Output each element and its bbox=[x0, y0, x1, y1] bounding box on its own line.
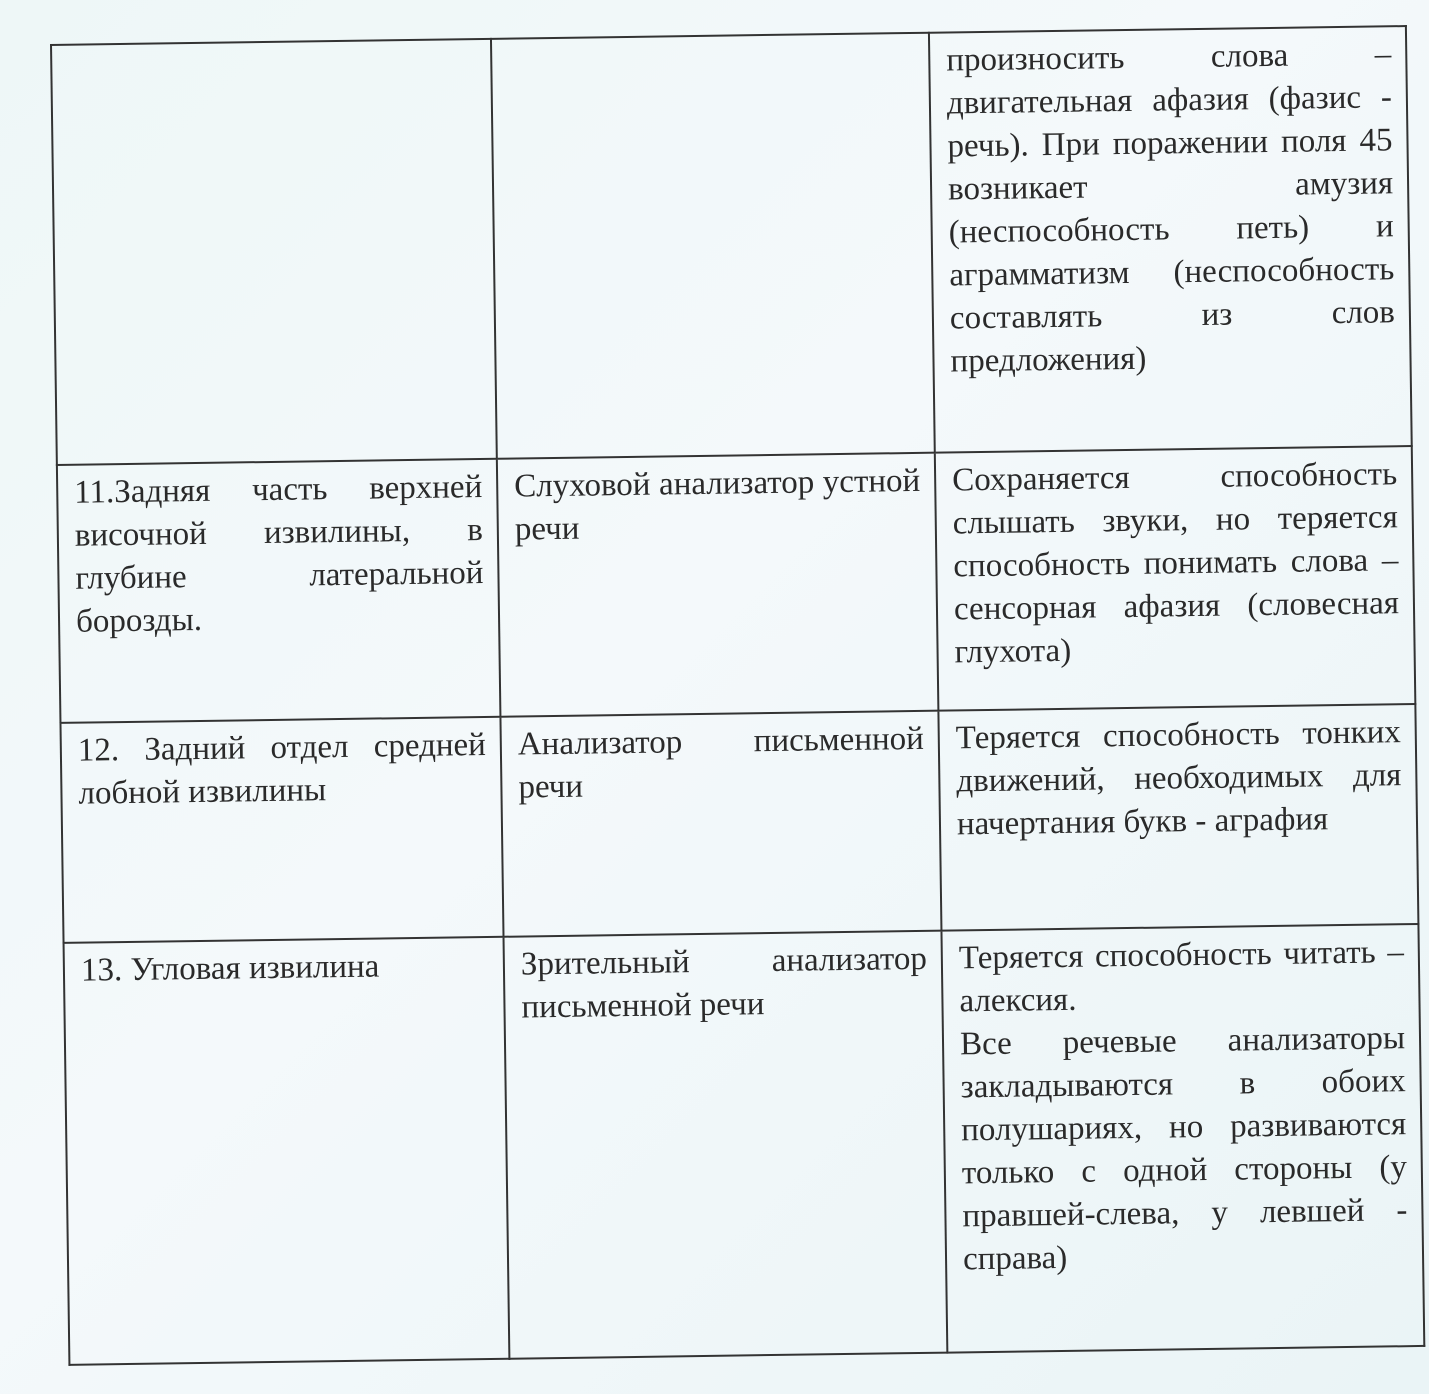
zone-cell bbox=[51, 39, 497, 465]
effect-cell bbox=[938, 704, 1418, 931]
zone-text: 13. Угловая извилина bbox=[80, 948, 380, 989]
analyzer-cell bbox=[504, 931, 948, 1359]
table-row bbox=[64, 924, 1425, 1365]
effect-note-text: Все речевые анализаторы закладываются в обоих полушариях, но развиваются только с одной стороны (у правшей-слева, у левшей - справа) bbox=[959, 1020, 1408, 1278]
analyzer-text bbox=[508, 40, 914, 46]
zone-text: 12. Задний отдел средней лобной извилины bbox=[77, 726, 487, 812]
analyzer-cell bbox=[497, 453, 939, 717]
zone-cell bbox=[60, 717, 503, 943]
table-row bbox=[60, 704, 1418, 943]
effect-cell bbox=[941, 924, 1424, 1353]
analyzer-text: Зрительный анализатор письменной речи bbox=[520, 940, 928, 1026]
effect-text: Теряется способность тонких движений, необходимых для начертания букв - аграфия bbox=[955, 714, 1402, 843]
analyzer-cell bbox=[500, 711, 941, 937]
effect-text: произносить слова – двигательная афазия (фазис - речь). При поражении поля 45 возникает амузия (неспособность петь) и аграмматизм (неспособность составлять из слов предложения) bbox=[946, 36, 1396, 380]
effect-cell bbox=[929, 26, 1412, 453]
table-row bbox=[57, 446, 1415, 723]
speech-centers-table bbox=[50, 25, 1425, 1366]
effect-cell bbox=[935, 446, 1416, 711]
effect-text: Сохраняется способность слышать звуки, но теряется способность понимать слова – сенсорная афазия (словесная глухота) bbox=[951, 456, 1400, 671]
zone-cell bbox=[64, 937, 510, 1365]
table-row bbox=[51, 26, 1412, 465]
analyzer-text: Слуховой анализатор устной речи bbox=[513, 462, 921, 548]
analyzer-text: Анализатор письменной речи bbox=[517, 720, 925, 806]
analyzer-cell bbox=[491, 33, 935, 459]
effect-text: Теряется способность читать – алексия. bbox=[958, 934, 1405, 1020]
zone-text: 11.Задняя часть верхней височной извилины, в глубине латеральной борозды. bbox=[74, 469, 484, 640]
zone-cell bbox=[57, 459, 501, 723]
zone-text bbox=[68, 46, 476, 52]
